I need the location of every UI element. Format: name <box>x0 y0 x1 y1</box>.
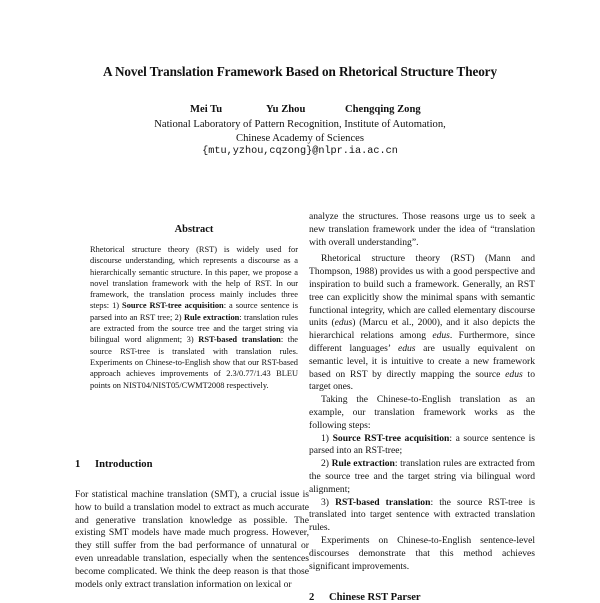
abstract-body <box>90 244 298 391</box>
text-run: . Furthermore, since different languages’ <box>309 330 535 354</box>
step-label: RST-based translation <box>335 496 431 508</box>
step-text: : the source RST-tree is translated into target sentence with extracted translation rules. <box>309 496 536 534</box>
section-title: Introduction <box>95 459 153 470</box>
abstract-text: : the source RST-tree is translated with translation rules. Experiments on Chinese-to-English show that our RST-based approach achieves improvements of 2.3/0.77/1.43 BLEU points on NIST04/NIST05/CWMT2008 respectively. <box>90 335 298 390</box>
abstract-step-label: RST-based translation <box>198 335 281 345</box>
author-name: Mei Tu <box>190 104 223 115</box>
section-heading <box>75 459 153 470</box>
right-column-body <box>309 211 535 573</box>
step-item <box>309 458 535 496</box>
text-run: are usually equivalent on semantic level, it is intuitive to create a new framework based on RST by directly mapping the source <box>309 342 535 380</box>
affiliation-line: National Laboratory of Pattern Recognition, Institute of Automation, <box>154 119 446 130</box>
term-edus: edus <box>432 330 450 342</box>
section-title: Chinese RST Parser <box>329 592 421 603</box>
paper-title: A Novel Translation Framework Based on Rhetorical Structure Theory <box>103 64 497 79</box>
paragraph: analyze the structures. Those reasons urge us to seek a new translation framework under the idea of “translation with overall understanding”. <box>309 211 535 248</box>
section-number: 1 <box>75 459 81 470</box>
paragraph: Taking the Chinese-to-English translation as an example, our translation framework works as the following steps: <box>309 394 535 431</box>
section-heading <box>309 592 421 603</box>
paragraph: For statistical machine translation (SMT), a crucial issue is how to build a translation model to extract as much accurate and generative translation knowledge as possible. The existing SMT models have made much progress. However, they still suffer from the bad performance of unnatural or even unreadable translation, especially when the sentences become complicated. We think the deep reason is that those models only extract translation information on lexical or <box>75 489 309 590</box>
step-number: 1) <box>321 432 333 444</box>
step-number: 2) <box>321 458 332 470</box>
term-edus: edus <box>334 317 353 329</box>
text-run: ) (Marcu et al., 2000), and it also depicts the hierarchical relations among <box>309 317 535 342</box>
affiliation-line: Chinese Academy of Sciences <box>236 133 364 144</box>
step-number: 3) <box>321 496 336 508</box>
text-run: Rhetorical structure theory (RST) (Mann and Thompson, 1988) provides us with a good perspective and inspiration to build such a framework. Generally, an RST tree can explicitly show the minimal spans with semantic functional integrity, which are called elementary discourse units ( <box>309 253 535 329</box>
introduction-body <box>75 489 309 591</box>
abstract-text: : a source sentence is parsed into an RST tree; 2) <box>90 301 298 322</box>
abstract-text: Rhetorical structure theory (RST) is widely used for discourse understanding, which represents a discourse as a hierarchically semantic structure. In this paper, we propose a novel translation framework with the help of RST. In our framework, the translation process mainly includes three steps: 1) <box>90 245 298 311</box>
abstract-heading: Abstract <box>174 224 214 235</box>
step-text: : a source sentence is parsed into an RST-tree; <box>309 432 535 457</box>
text-run: to target ones. <box>309 368 535 393</box>
step-item <box>309 497 535 535</box>
abstract-text: : translation rules are extracted from the source tree and the target string via bilingual word alignment; 3) <box>90 312 299 345</box>
abstract-step-label: Rule extraction <box>183 312 240 322</box>
paragraph: Experiments on Chinese-to-English sentence-level discourses demonstrate that this method achieves significant improvements. <box>309 534 535 572</box>
author-name: Chengqing Zong <box>345 104 421 115</box>
step-text: : translation rules are extracted from the source tree and the target string via bilingual word alignment; <box>309 458 535 495</box>
section-number: 2 <box>309 592 315 603</box>
step-label: Source RST-tree acquisition <box>332 432 450 444</box>
step-item <box>309 433 535 459</box>
author-email: {mtu,yzhou,cqzong}@nlpr.ia.ac.cn <box>202 146 398 157</box>
abstract-step-label: Source RST-tree acquisition <box>122 301 224 311</box>
author-name: Yu Zhou <box>266 104 306 115</box>
term-edus: edus <box>505 368 523 380</box>
paragraph <box>309 253 535 394</box>
step-label: Rule extraction <box>331 458 395 470</box>
term-edus: edus <box>397 342 416 354</box>
